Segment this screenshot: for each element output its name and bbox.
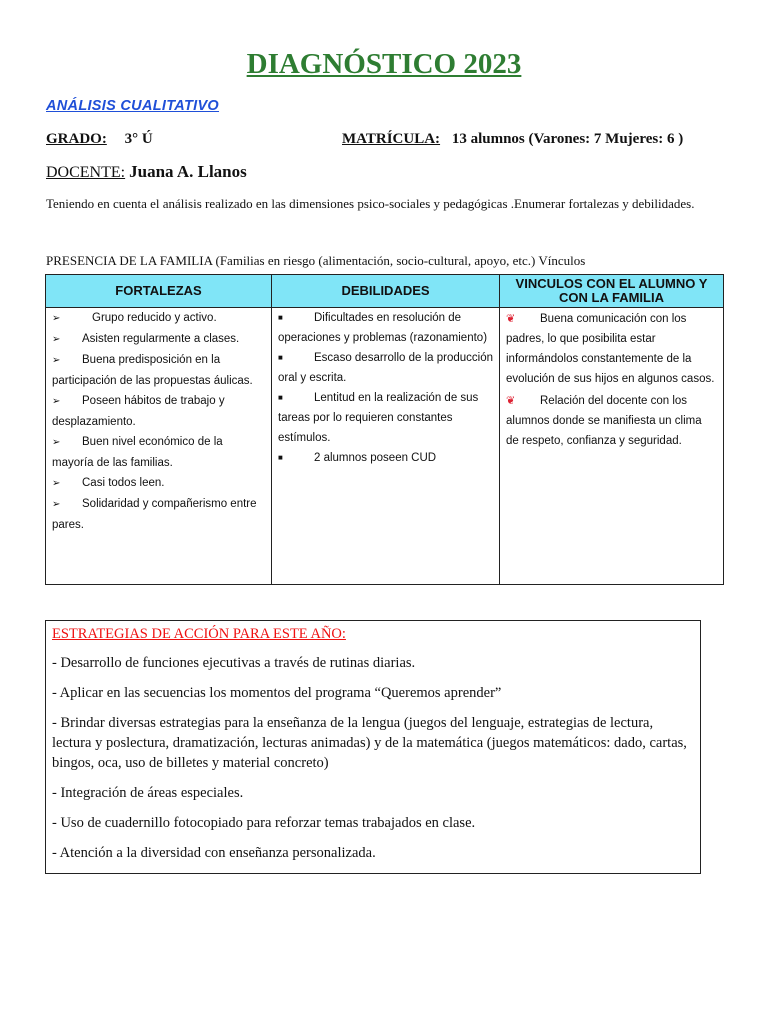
- estrategia-item: - Integración de áreas especiales.: [52, 785, 244, 801]
- arrow-bullet-icon: ➢: [52, 313, 61, 324]
- section-subtitle: ANÁLISIS CUALITATIVO: [46, 98, 220, 114]
- square-bullet-icon: ■: [278, 353, 283, 363]
- matricula-line: [342, 131, 683, 148]
- vinculo-item: ❦ Relación del docente con los alumnos donde se manifiesta un clima de respeto, confianza y seguridad.: [506, 391, 717, 451]
- grado-line: [46, 131, 153, 148]
- arrow-bullet-icon: ➢: [52, 437, 61, 448]
- estrategias-heading: ESTRATEGIAS DE ACCIÓN PARA ESTE AÑO:: [52, 626, 346, 642]
- presencia-line: [46, 253, 736, 269]
- intro-text: Teniendo en cuenta el análisis realizado en las dimensiones psico-sociales y pedagógicas .Enumerar fortalezas y debilidades.: [46, 196, 695, 211]
- debilidades-cell: [272, 308, 500, 585]
- estrategia-item: - Brindar diversas estrategias para la enseñanza de la lengua (juegos del lenguaje, estrategias de lectura, lectura y poslectura, dramatización, lecturas animadas) y de la matemática (juegos matemáticos: dado, cartas, bingos, oca, uso de billetes y material concreto): [52, 715, 687, 771]
- vinculo-item: ❦ Buena comunicación con los padres, lo que posibilita estar informándolos constantemente de la evolución de sus hijos en algunos casos.: [506, 309, 717, 389]
- matricula-value: 13 alumnos (Varones: 7 Mujeres: 6 ): [451, 131, 684, 147]
- fortalezas-cell: [46, 308, 272, 585]
- vinculos-cell: [500, 308, 724, 585]
- square-bullet-icon: ■: [278, 393, 283, 403]
- fortaleza-item: ➢ Solidaridad y compañerismo entre pares.: [52, 494, 265, 535]
- debilidad-item: ■ Dificultades en resolución de operaciones y problemas (razonamiento): [278, 308, 493, 348]
- square-bullet-icon: ■: [278, 313, 283, 322]
- square-bullet-icon: ■: [278, 453, 283, 463]
- diagnostic-table: [45, 274, 724, 585]
- document-title: DIAGNÓSTICO 2023: [246, 48, 522, 80]
- estrategia-item: - Atención a la diversidad con enseñanza personalizada.: [52, 845, 376, 861]
- arrow-bullet-icon: ➢: [52, 334, 61, 345]
- arrow-bullet-icon: ➢: [52, 499, 61, 510]
- estrategia-item: - Desarrollo de funciones ejecutivas a través de rutinas diarias.: [52, 655, 416, 671]
- grado-label: GRADO:: [46, 131, 107, 147]
- debilidad-item: ■ 2 alumnos poseen CUD: [278, 448, 493, 468]
- header-fortalezas: FORTALEZAS: [46, 275, 272, 308]
- presencia-label: PRESENCIA DE LA FAMILIA: [46, 253, 213, 268]
- matricula-label: MATRÍCULA:: [342, 131, 441, 147]
- arrow-bullet-icon: ➢: [52, 355, 61, 366]
- flower-bullet-icon: ❦: [506, 313, 516, 325]
- grado-value: 3° Ú: [124, 131, 153, 147]
- estrategias-box: [45, 620, 701, 874]
- presencia-detail: (Familias en riesgo (alimentación, socio-cultural, apoyo, etc.) Vínculos: [215, 253, 586, 268]
- header-vinculos: VINCULOS CON EL ALUMNO Y CON LA FAMILIA: [500, 275, 724, 308]
- docente-line: [46, 162, 247, 182]
- debilidad-item: ■ Escaso desarrollo de la producción oral y escrita.: [278, 348, 493, 388]
- docente-value: Juana A. Llanos: [129, 162, 247, 181]
- fortaleza-item: ➢ Casi todos leen.: [52, 473, 265, 494]
- fortaleza-item: ➢ Buen nivel económico de la mayoría de las familias.: [52, 432, 265, 473]
- fortaleza-item: ➢ Buena predisposición en la participación de las propuestas áulicas.: [52, 350, 265, 391]
- docente-label: DOCENTE:: [46, 164, 126, 181]
- header-debilidades: DEBILIDADES: [272, 275, 500, 308]
- fortaleza-item: ➢ Asisten regularmente a clases.: [52, 329, 265, 350]
- estrategia-item: - Uso de cuadernillo fotocopiado para reforzar temas trabajados en clase.: [52, 815, 476, 831]
- arrow-bullet-icon: ➢: [52, 396, 61, 407]
- fortaleza-item: ➢ Poseen hábitos de trabajo y desplazamiento.: [52, 391, 265, 432]
- flower-bullet-icon: ❦: [506, 395, 516, 407]
- estrategia-item: - Aplicar en las secuencias los momentos del programa “Queremos aprender”: [52, 685, 502, 701]
- arrow-bullet-icon: ➢: [52, 478, 61, 489]
- fortaleza-item: ➢ Grupo reducido y activo.: [52, 308, 265, 329]
- debilidad-item: ■ Lentitud en la realización de sus tareas por lo requieren constantes estímulos.: [278, 388, 493, 448]
